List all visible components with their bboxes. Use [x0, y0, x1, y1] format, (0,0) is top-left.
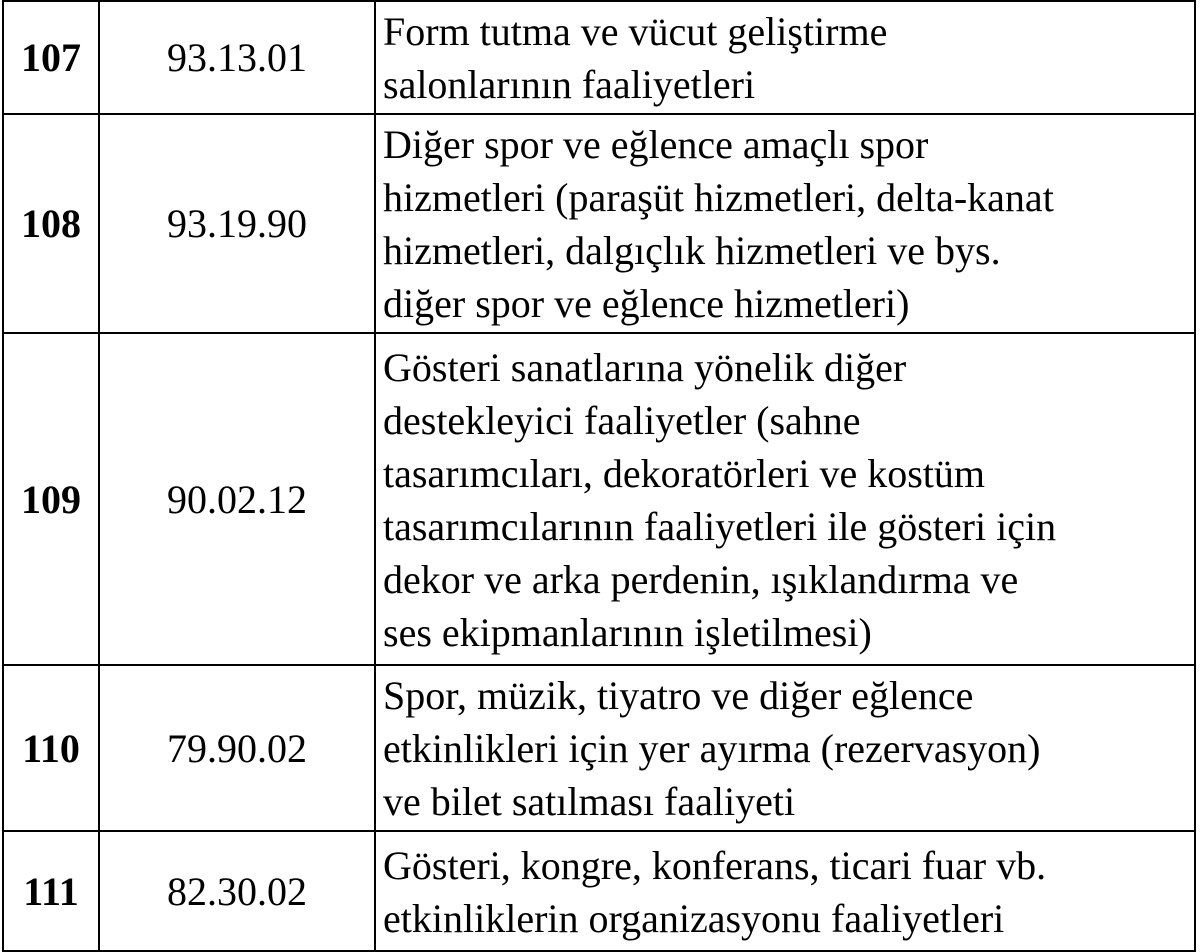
activity-code: 93.19.90	[99, 114, 375, 333]
row-number: 110	[3, 665, 99, 831]
row-number: 109	[3, 333, 99, 665]
description-line: Gösteri, kongre, konferans, ticari fuar vb.	[383, 842, 1047, 888]
row-number: 111	[3, 831, 99, 951]
description-line: destekleyici faaliyetler (sahne	[383, 397, 861, 443]
description-line: Spor, müzik, tiyatro ve diğer eğlence	[383, 673, 974, 718]
description-line: ses ekipmanlarının işletilmesi)	[383, 609, 872, 655]
description-line: ve bilet satılması faaliyeti	[383, 779, 796, 824]
description-line: dekor ve arka perdenin, ışıklandırma ve	[383, 556, 1019, 602]
activity-description	[375, 831, 1195, 951]
description-line: hizmetleri, dalgıçlık hizmetleri ve bys.	[383, 228, 1001, 273]
description-line: salonlarının faaliyetleri	[383, 62, 756, 107]
description-line: tasarımcılarının faaliyetleri ile gösteri için	[383, 503, 1057, 549]
description-line: etkinlikleri için yer ayırma (rezervasyon)	[383, 726, 1041, 771]
description-line: Gösteri sanatlarına yönelik diğer	[383, 344, 907, 390]
table-row	[3, 665, 1195, 831]
table-row	[3, 114, 1195, 333]
row-number: 108	[3, 114, 99, 333]
activity-description	[375, 665, 1195, 831]
description-line: tasarımcıları, dekoratörleri ve kostüm	[383, 450, 986, 496]
table-row	[3, 333, 1195, 665]
row-number: 107	[3, 1, 99, 114]
description-line: Diğer spor ve eğlence amaçlı spor	[383, 122, 929, 167]
activity-description	[375, 1, 1195, 114]
description-line: hizmetleri (paraşüt hizmetleri, delta-kanat	[383, 175, 1054, 220]
activity-description	[375, 333, 1195, 665]
activity-description	[375, 114, 1195, 333]
activity-code: 79.90.02	[99, 665, 375, 831]
activity-code: 90.02.12	[99, 333, 375, 665]
description-line: Form tutma ve vücut geliştirme	[383, 9, 888, 54]
activity-code: 93.13.01	[99, 1, 375, 114]
activity-code: 82.30.02	[99, 831, 375, 951]
table-row	[3, 1, 1195, 114]
description-line: diğer spor ve eğlence hizmetleri)	[383, 281, 910, 326]
description-line: etkinliklerin organizasyonu faaliyetleri	[383, 895, 1005, 941]
activity-code-table	[2, 0, 1196, 952]
table-row	[3, 831, 1195, 951]
